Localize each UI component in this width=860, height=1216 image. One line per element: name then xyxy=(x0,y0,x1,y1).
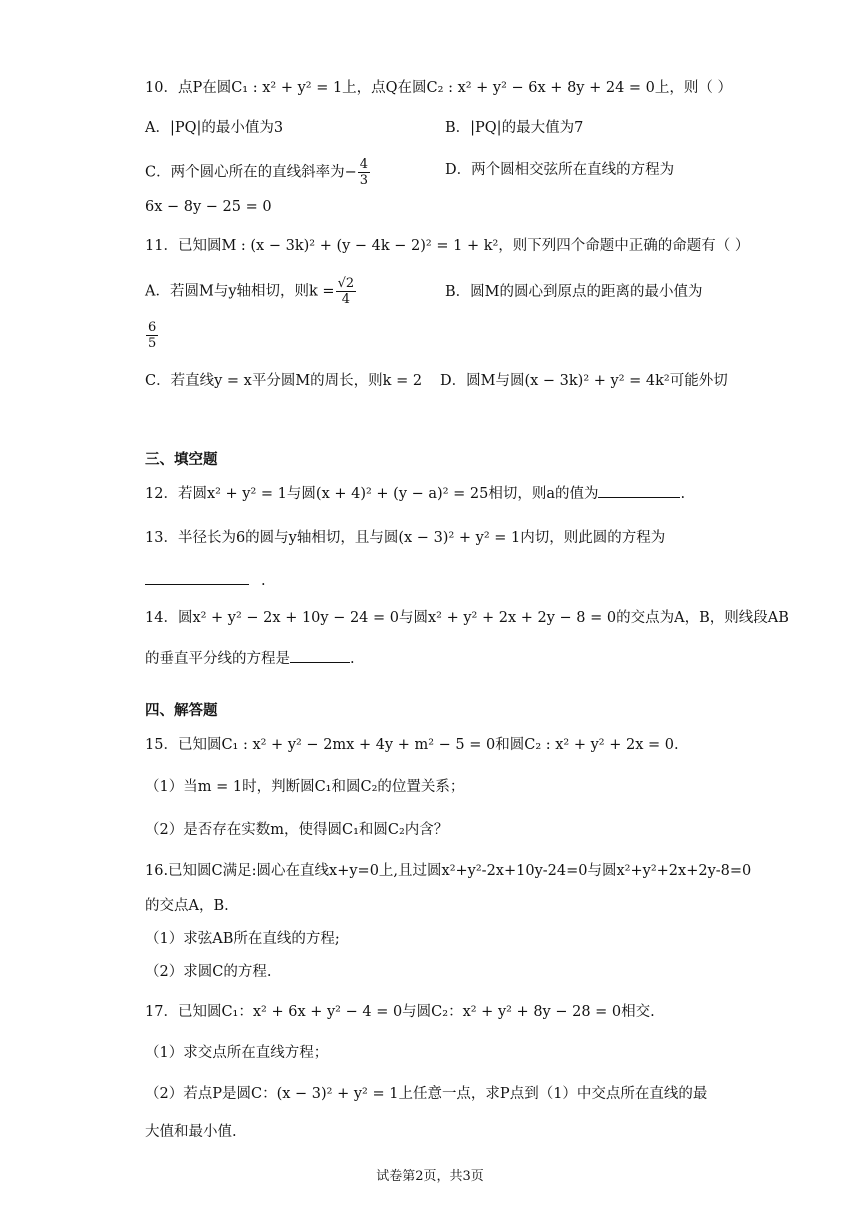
section-fill-in-heading: 三、填空题 xyxy=(145,452,218,468)
q11-option-d: D．圆M与圆(x − 3k)² + y² = 4k²可能外切 xyxy=(440,373,728,389)
answer-blank xyxy=(145,570,249,585)
q15-part2: （2）是否存在实数m，使得圆C₁和圆C₂内含？ xyxy=(145,822,449,838)
q11-option-c: C．若直线y = x平分圆M的周长，则k = 2 xyxy=(145,373,423,389)
answer-blank xyxy=(290,648,350,663)
q12-end: . xyxy=(680,486,686,502)
q16-cont: 的交点A，B. xyxy=(145,898,229,914)
fraction-numerator: 6 xyxy=(148,320,157,335)
q11-option-a-fraction xyxy=(336,276,357,307)
fraction-denominator: 3 xyxy=(359,173,369,188)
q17-stem: 17．已知圆C₁：x² + 6x + y² − 4 = 0与圆C₂：x² + y² + 8y − 28 = 0相交. xyxy=(145,1004,655,1020)
q16-part1: （1）求弦AB所在直线的方程; xyxy=(145,931,340,947)
q11-option-a xyxy=(145,276,357,307)
q10-option-d-cont: 6x − 8y − 25 = 0 xyxy=(145,199,272,215)
q10-option-c-text: C．两个圆心所在的直线斜率为− xyxy=(145,164,357,181)
q14-cont xyxy=(145,648,355,669)
q10-option-c-fraction xyxy=(358,157,370,188)
answer-blank xyxy=(598,483,680,498)
q11-stem: 11．已知圆M : (x − 3k)² + (y − 4k − 2)² = 1 + k²，则下列四个命题中正确的命题有（ ） xyxy=(145,238,750,254)
q15-stem: 15．已知圆C₁ : x² + y² − 2mx + 4y + m² − 5 = 0和圆C₂ : x² + y² + 2x = 0. xyxy=(145,737,679,753)
q16-stem: 16.已知圆C满足:圆心在直线x+y=0上,且过圆x²+y²-2x+10y-24=0与圆x²+y²+2x+2y-8=0 xyxy=(145,863,752,879)
q10-option-d: D．两个圆相交弦所在直线的方程为 xyxy=(445,162,675,178)
q14-end: . xyxy=(350,651,355,667)
q12-text: 12．若圆x² + y² = 1与圆(x + 4)² + (y − a)² = 25相切，则a的值为 xyxy=(145,486,599,502)
q14-cont-text: 的垂直平分线的方程是 xyxy=(145,651,290,667)
q10-stem: 10．点P在圆C₁ : x² + y² = 1上，点Q在圆C₂ : x² + y² − 6x + 8y + 24 = 0上，则（ ） xyxy=(145,80,733,96)
fraction-numerator: 4 xyxy=(359,157,369,172)
q17-part2: （2）若点P是圆C：(x − 3)² + y² = 1上任意一点，求P点到（1）中交点所在直线的最 xyxy=(145,1086,708,1102)
q17-part1: （1）求交点所在直线方程； xyxy=(145,1045,329,1061)
q13-blank-line xyxy=(145,570,266,591)
q16-part2: （2）求圆C的方程. xyxy=(145,964,272,980)
q11-option-a-text: A．若圆M与y轴相切，则k = xyxy=(145,283,335,300)
fraction-numerator: √2 xyxy=(337,276,355,291)
q14-text: 14．圆x² + y² − 2x + 10y − 24 = 0与圆x² + y² + 2x + 2y − 8 = 0的交点为A，B，则线段AB xyxy=(145,610,789,626)
section-answer-heading: 四、解答题 xyxy=(145,703,218,719)
q13-end: . xyxy=(261,573,266,589)
fraction-denominator: 4 xyxy=(341,292,350,307)
fraction-denominator: 5 xyxy=(148,336,157,351)
q15-part1: （1）当m = 1时，判断圆C₁和圆C₂的位置关系； xyxy=(145,779,465,795)
q11-option-b-fraction-line xyxy=(145,320,159,351)
q10-option-a: A．|PQ|的最小值为3 xyxy=(145,120,284,136)
q12 xyxy=(145,483,685,504)
page-footer: 试卷第2页，共3页 xyxy=(376,1169,484,1184)
q17-part2-cont: 大值和最小值. xyxy=(145,1124,237,1140)
q13-text: 13．半径长为6的圆与y轴相切，且与圆(x − 3)² + y² = 1内切，则此圆的方程为 xyxy=(145,530,666,546)
q11-option-b-fraction xyxy=(146,320,158,351)
q10-option-c xyxy=(145,157,371,188)
q11-option-b: B．圆M的圆心到原点的距离的最小值为 xyxy=(445,284,703,300)
q10-option-b: B．|PQ|的最大值为7 xyxy=(445,120,584,136)
